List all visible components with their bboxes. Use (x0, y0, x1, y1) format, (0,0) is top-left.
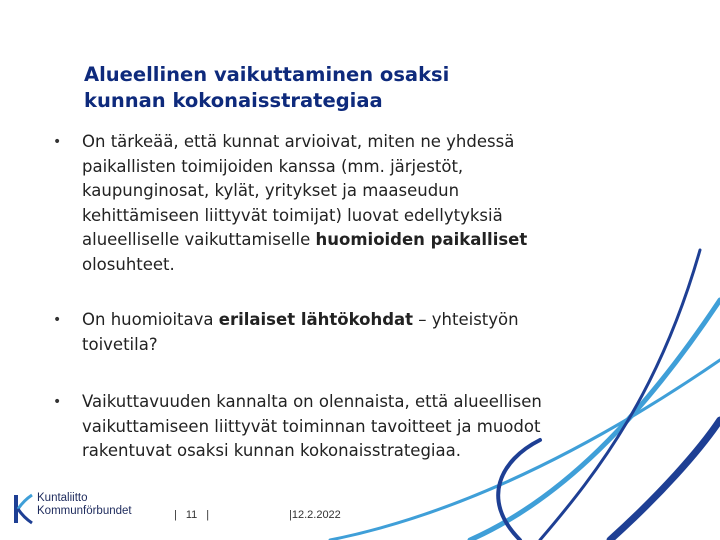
bullet-line: kaupunginosat, kylät, yritykset ja maaseudun (82, 181, 460, 200)
bullet-line-bold: huomioiden paikalliset (315, 230, 528, 249)
separator: | (289, 509, 292, 521)
bullet-text (82, 390, 542, 464)
page-number-value: 11 (185, 509, 198, 521)
logo-line-2: Kommunförbundet (37, 505, 132, 517)
bullet-line-tail: – yhteistyön (413, 310, 519, 329)
kuntaliitto-logo (12, 492, 172, 526)
date-value: 12.2.2022 (291, 509, 341, 521)
logo-line-1: Kuntaliitto (37, 492, 88, 504)
bullet-line: On tärkeää, että kunnat arvioivat, miten ne yhdessä (82, 132, 515, 151)
title-line-2: kunnan kokonaisstrategiaa (84, 89, 383, 112)
bullet-dot: • (53, 312, 62, 328)
bullet-text (82, 130, 527, 277)
bullet-line: vaikuttamiseen liittyvät toiminnan tavoitteet ja muodot (82, 416, 541, 436)
logo-text (37, 492, 132, 518)
page-title (84, 62, 604, 114)
bullet-line-bold: erilaiset lähtökohdat (218, 310, 414, 329)
kuntaliitto-logo-icon (12, 493, 34, 525)
separator: | (174, 509, 177, 521)
bullet-dot: • (53, 394, 62, 410)
bullet-line: toivetila? (82, 334, 158, 354)
bullet-line: Vaikuttavuuden kannalta on olennaista, että alueellisen (82, 392, 542, 411)
page-number (174, 509, 209, 521)
footer-date (289, 509, 341, 521)
title-line-1: Alueellinen vaikuttaminen osaksi (84, 63, 450, 86)
bullet-line: paikallisten toimijoiden kanssa (mm. järjestöt, (82, 156, 464, 176)
bullet-line: kehittämiseen liittyvät toimijat) luovat edellytyksiä (82, 205, 503, 225)
bullet-line: rakentuvat osaksi kunnan kokonaisstrategiaa. (82, 441, 461, 460)
bullet-line (82, 228, 527, 253)
separator: | (206, 509, 210, 521)
bullet-text (82, 308, 519, 357)
bullet-dot: • (53, 134, 62, 150)
bullet-line-plain: On huomioitava (82, 310, 219, 329)
bullet-line: olosuhteet. (82, 254, 175, 274)
bullet-line-plain: alueelliselle vaikuttamiselle (82, 230, 316, 249)
bullet-line (82, 308, 519, 333)
